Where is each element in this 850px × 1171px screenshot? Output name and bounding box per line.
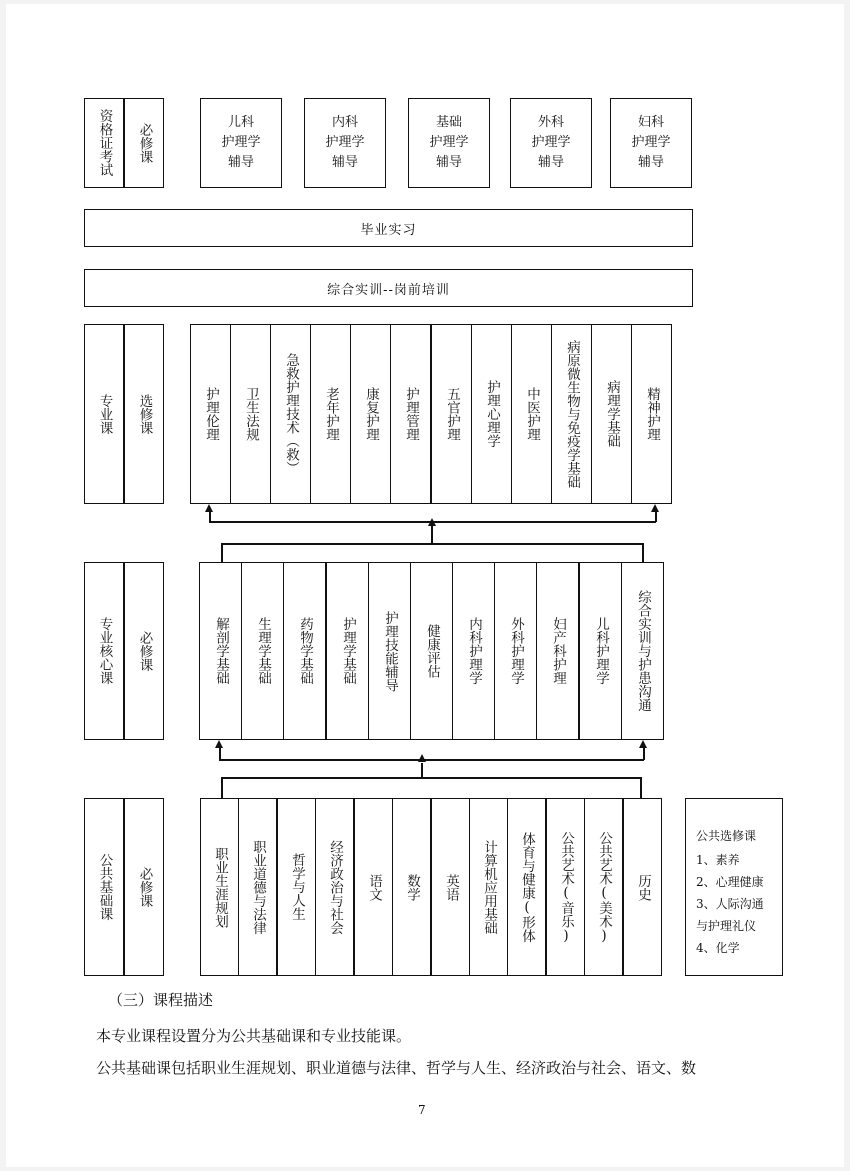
core-course-box: 药物学基础 bbox=[283, 562, 326, 740]
arrow-up-icon bbox=[651, 504, 659, 512]
elective-professional-type-box: 选修课 bbox=[124, 324, 164, 504]
connector-line bbox=[642, 543, 644, 562]
public-course-box: 经济政治与社会 bbox=[315, 798, 354, 976]
paragraph: 本专业课程设置分为公共基础课和专业技能课。 bbox=[96, 1027, 412, 1045]
paragraph: 公共基础课包括职业生涯规划、职业道德与法律、哲学与人生、经济政治与社会、语文、数 bbox=[96, 1059, 697, 1077]
elective-course-box: 护理心理学 bbox=[471, 324, 512, 504]
core-course-box: 护理学基础 bbox=[326, 562, 369, 740]
exam-course-box: 儿科 护理学 辅导 bbox=[200, 98, 282, 188]
connector-line bbox=[221, 777, 223, 798]
connector-line bbox=[221, 777, 641, 779]
exam-course-box: 外科 护理学 辅导 bbox=[510, 98, 592, 188]
public-elective-item: 2、心理健康 bbox=[696, 875, 764, 889]
exam-course-box: 基础 护理学 辅导 bbox=[408, 98, 490, 188]
public-course-box: 公共艺术(音乐) bbox=[546, 798, 585, 976]
public-course-box: 体育与健康(形体 bbox=[507, 798, 546, 976]
core-course-box: 儿科护理学 bbox=[579, 562, 622, 740]
core-course-box: 内科护理学 bbox=[452, 562, 495, 740]
core-course-box: 综合实训与护患沟通 bbox=[621, 562, 664, 740]
core-course-box: 健康评估 bbox=[410, 562, 453, 740]
elective-course-box: 康复护理 bbox=[350, 324, 391, 504]
elective-course-box: 精神护理 bbox=[631, 324, 672, 504]
public-course-box: 英语 bbox=[431, 798, 470, 976]
internship-box: 毕业实习 bbox=[84, 209, 693, 247]
public-basic-category-box: 公共基础课 bbox=[84, 798, 124, 976]
connector-line bbox=[221, 543, 223, 562]
public-course-box: 语文 bbox=[354, 798, 393, 976]
public-course-box: 历史 bbox=[623, 798, 662, 976]
public-course-box: 职业道德与法律 bbox=[238, 798, 277, 976]
public-course-box: 公共艺术(美术) bbox=[584, 798, 623, 976]
exam-course-box: 内科 护理学 辅导 bbox=[304, 98, 386, 188]
public-course-box: 哲学与人生 bbox=[277, 798, 316, 976]
public-elective-item: 与护理礼仪 bbox=[696, 919, 757, 933]
elective-course-box: 卫生法规 bbox=[230, 324, 271, 504]
public-course-box: 数学 bbox=[392, 798, 431, 976]
core-course-box: 生理学基础 bbox=[241, 562, 284, 740]
arrow-up-icon bbox=[205, 504, 213, 512]
connector-line bbox=[219, 759, 644, 761]
elective-course-box: 急救护理技术（救） bbox=[270, 324, 311, 504]
public-elective-item: 1、素养 bbox=[696, 853, 740, 867]
page-number: 7 bbox=[418, 1103, 426, 1117]
section-heading: （三）课程描述 bbox=[108, 991, 214, 1009]
public-elective-item: 4、化学 bbox=[696, 941, 740, 955]
elective-course-box: 老年护理 bbox=[310, 324, 351, 504]
arrow-up-icon bbox=[418, 754, 426, 762]
public-course-box: 计算机应用基础 bbox=[469, 798, 508, 976]
exam-category-box: 资格证考试 bbox=[84, 98, 124, 188]
arrow-up-icon bbox=[639, 740, 647, 748]
arrow-up-icon bbox=[428, 518, 436, 526]
elective-course-box: 护理伦理 bbox=[190, 324, 231, 504]
core-category-box: 专业核心课 bbox=[84, 562, 124, 740]
arrow-up-icon bbox=[215, 740, 223, 748]
connector-line bbox=[640, 777, 642, 798]
public-course-box: 职业生涯规划 bbox=[200, 798, 239, 976]
public-elective-title: 公共选修课 bbox=[696, 829, 757, 843]
training-box: 综合实训--岗前培训 bbox=[84, 269, 693, 307]
public-basic-type-box: 必修课 bbox=[124, 798, 164, 976]
connector-line bbox=[421, 763, 423, 778]
elective-professional-category-box: 专业课 bbox=[84, 324, 124, 504]
elective-course-box: 护理管理 bbox=[390, 324, 431, 504]
core-course-box: 外科护理学 bbox=[494, 562, 537, 740]
public-elective-item: 3、人际沟通 bbox=[696, 897, 764, 911]
elective-course-box: 病原微生物与免疫学基础 bbox=[551, 324, 592, 504]
core-course-box: 妇产科护理 bbox=[536, 562, 579, 740]
core-course-box: 解剖学基础 bbox=[199, 562, 242, 740]
elective-course-box: 五官护理 bbox=[431, 324, 472, 504]
public-elective-box bbox=[685, 798, 783, 976]
elective-course-box: 中医护理 bbox=[511, 324, 552, 504]
exam-type-box: 必修课 bbox=[124, 98, 164, 188]
core-type-box: 必修课 bbox=[124, 562, 164, 740]
core-course-box: 护理技能辅导 bbox=[368, 562, 411, 740]
connector-line bbox=[431, 526, 433, 544]
exam-course-box: 妇科 护理学 辅导 bbox=[610, 98, 692, 188]
elective-course-box: 病理学基础 bbox=[591, 324, 632, 504]
